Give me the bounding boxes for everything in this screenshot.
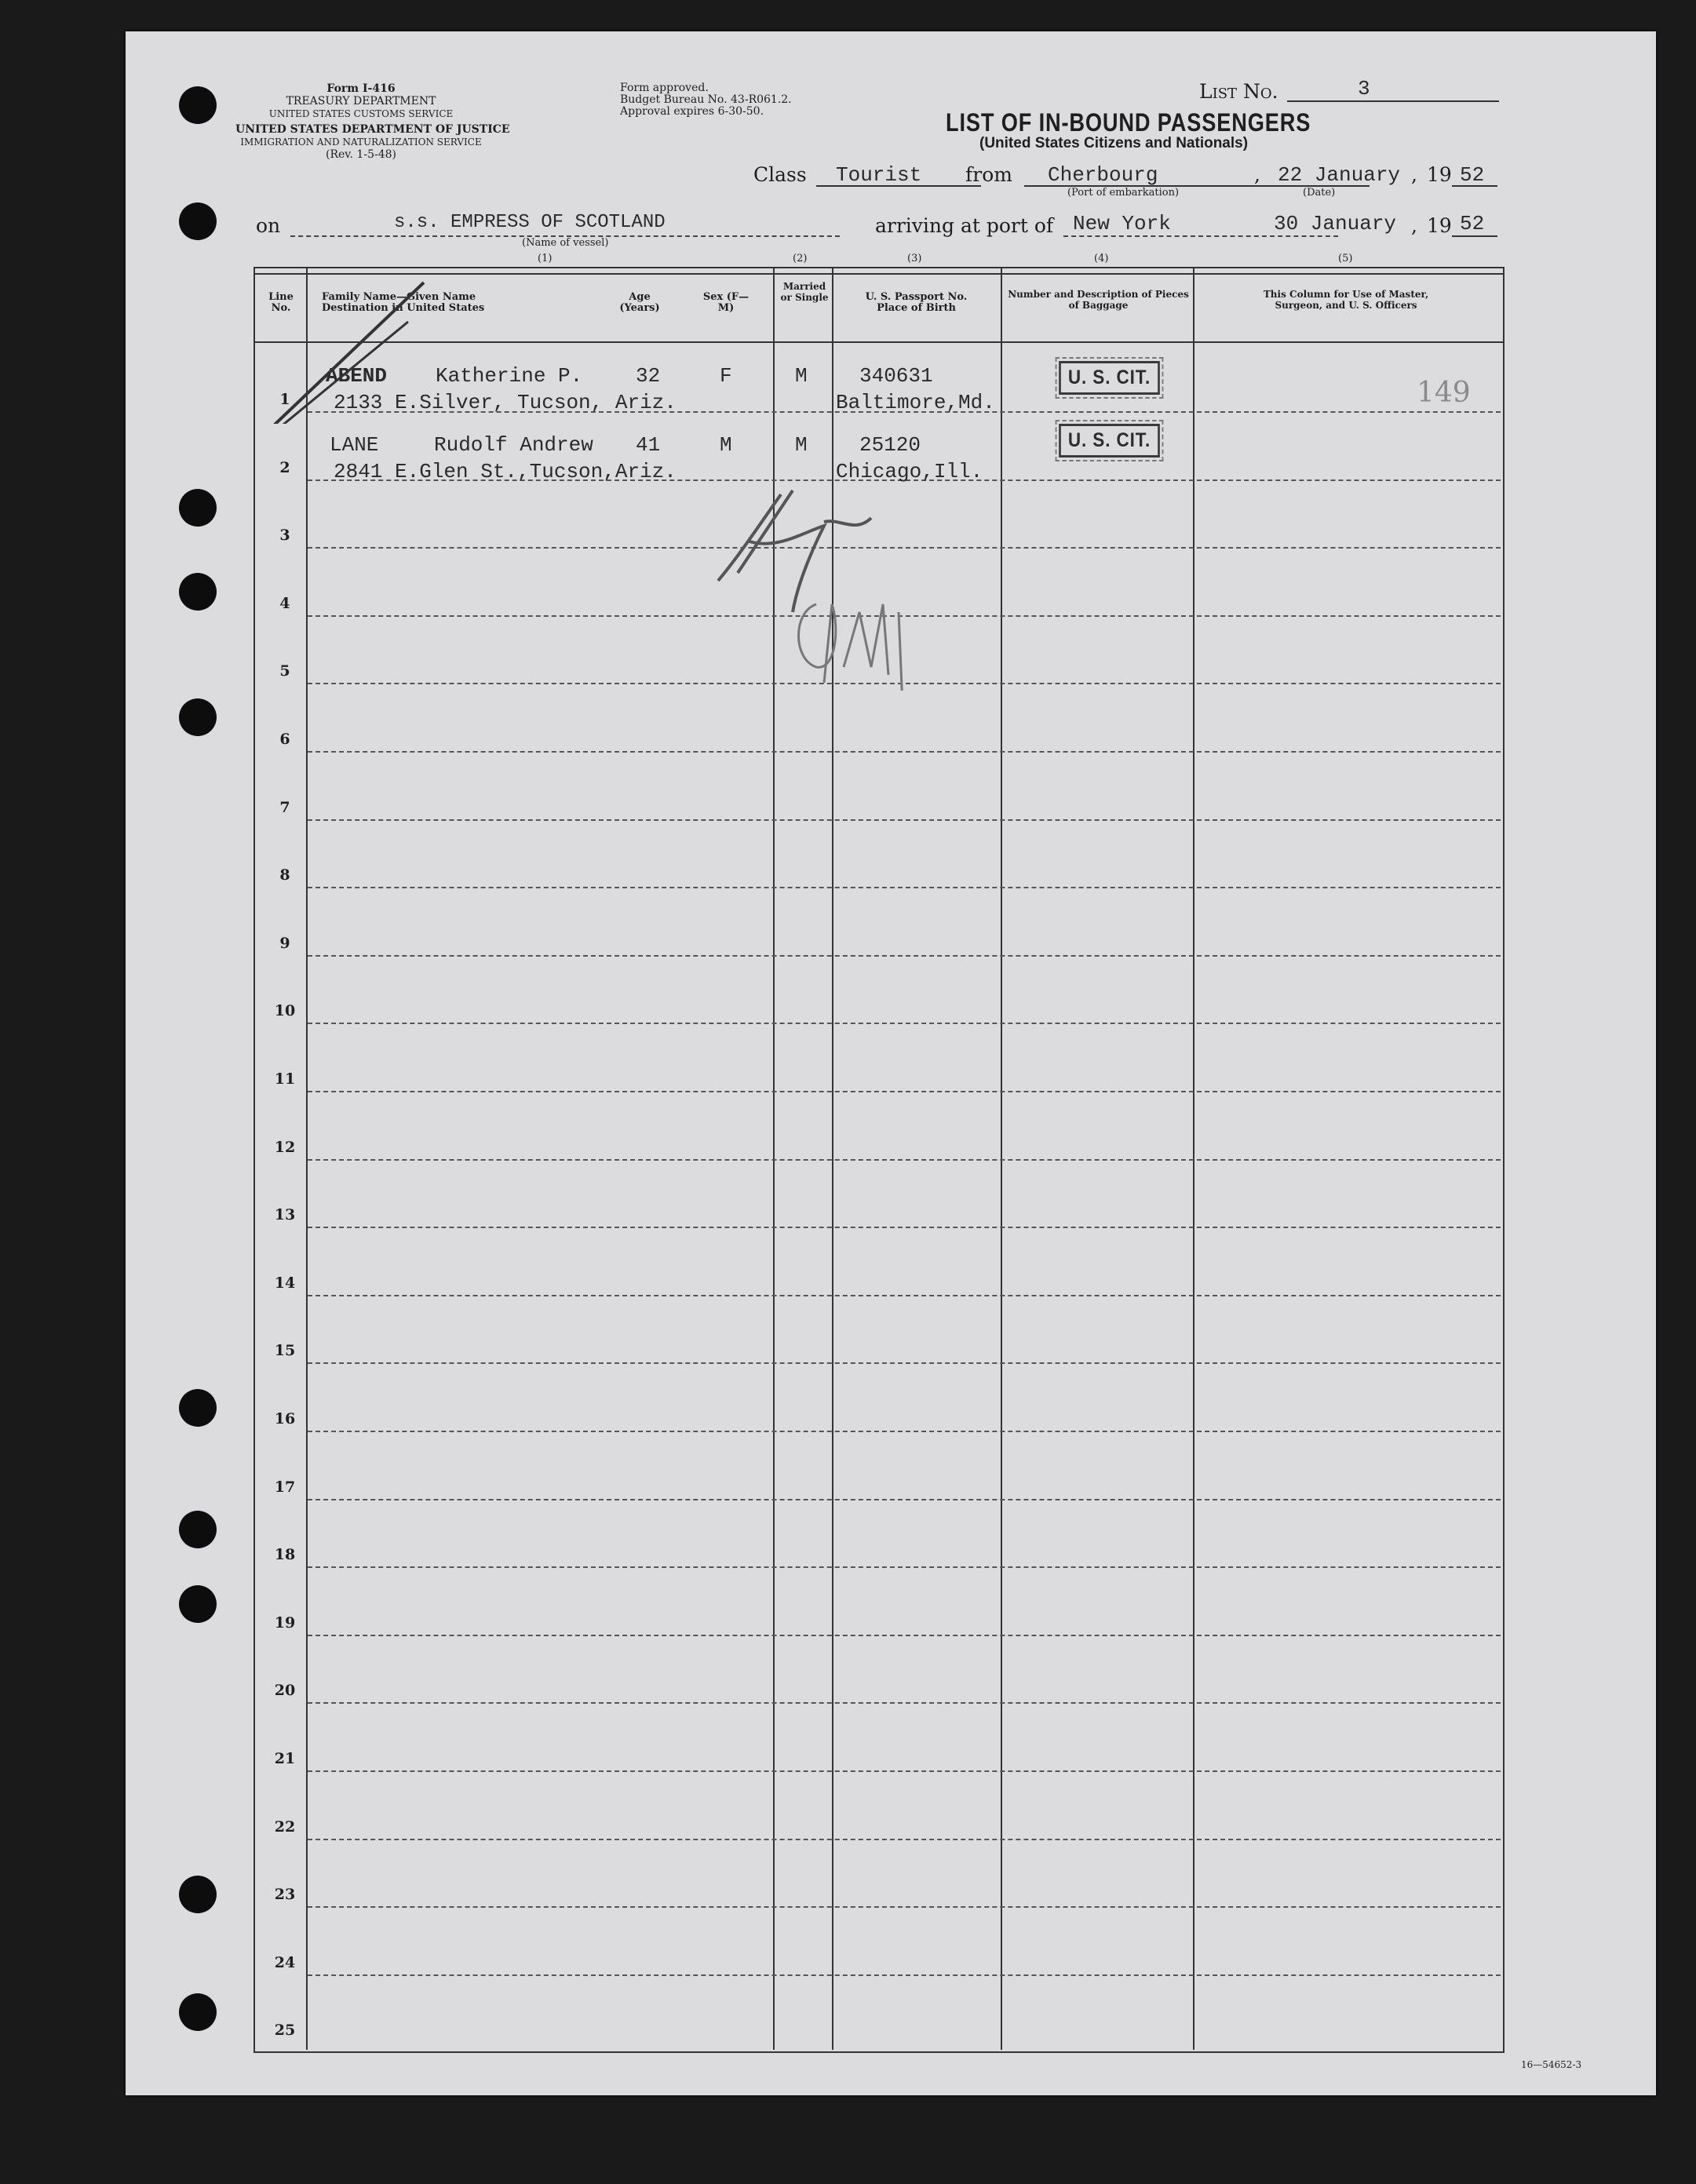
row-rule [308, 1566, 1501, 1568]
row-rule [308, 1091, 1501, 1092]
arrival-year-prefix: 19 [1427, 214, 1452, 237]
column-number-4: (4) [1094, 253, 1109, 264]
row-rule [308, 1499, 1501, 1500]
row-rule [308, 1770, 1501, 1772]
row-rule [308, 1906, 1501, 1908]
embark-port-value: Cherbourg [1048, 163, 1158, 187]
line-number: 13 [274, 1206, 296, 1224]
comma: , [1411, 163, 1417, 186]
col-header-birthplace: Place of Birth [877, 302, 956, 314]
col-header-officers: This Column for Use of Master, Surgeon, and U. S. Officers [1263, 289, 1429, 311]
agency-block [235, 82, 510, 161]
passenger-1-given: Katherine P. [436, 364, 583, 388]
vessel-caption: (Name of vessel) [522, 237, 609, 249]
depart-year-value: 52 [1460, 163, 1485, 187]
row-rule [308, 1702, 1501, 1704]
budget-bureau: Budget Bureau No. 43-R061.2. [620, 93, 792, 106]
row-rule [308, 1431, 1501, 1432]
line-number: 9 [279, 934, 290, 952]
page-subtitle: (United States Citizens and Nationals) [979, 135, 1249, 151]
arrival-date-value: 30 January [1274, 212, 1397, 235]
passenger-2-given: Rudolf Andrew [434, 433, 593, 457]
line-number: 20 [274, 1682, 296, 1700]
class-label: Class [753, 163, 807, 186]
form-approved: Form approved. [620, 82, 709, 94]
column-number-3: (3) [907, 253, 922, 264]
passenger-1-remark: 149 [1417, 377, 1471, 409]
line-number: 8 [279, 866, 290, 884]
approval-block [620, 82, 792, 118]
arrival-year-value: 52 [1460, 212, 1485, 235]
treasury-label: TREASURY DEPARTMENT [286, 95, 436, 108]
column-number-2: (2) [793, 253, 808, 264]
punch-hole [179, 1511, 217, 1548]
col-header-family-name: Family Name—Given Name [322, 291, 476, 303]
row-rule [308, 1295, 1501, 1296]
line-number: 10 [274, 1002, 296, 1020]
approval-expiry: Approval expires 6-30-50. [620, 105, 764, 118]
line-number: 12 [274, 1138, 296, 1156]
punch-hole [179, 1876, 217, 1913]
passenger-2-passport: 25120 [859, 433, 921, 457]
passenger-1-family: ABEND [326, 364, 388, 388]
punch-hole [179, 202, 217, 240]
col-header-passport [836, 292, 997, 314]
column-number-1: (1) [538, 253, 553, 264]
passenger-2-marital: M [795, 433, 808, 457]
punch-hole [179, 1585, 217, 1623]
row-rule [308, 1159, 1501, 1161]
line-number: 24 [274, 1953, 296, 1971]
row-rule [308, 1839, 1501, 1840]
passenger-1-birthplace: Baltimore,Md. [836, 391, 995, 414]
embark-port-caption: (Port of embarkation) [1067, 187, 1180, 199]
passenger-2-address: 2841 E.Glen St.,Tucson,Ariz. [334, 460, 677, 483]
row-rule [308, 887, 1501, 888]
passenger-1-sex: F [720, 364, 732, 388]
line-number: 7 [279, 798, 290, 816]
line-number: 3 [279, 527, 290, 545]
pencil-strike-mark [251, 267, 487, 424]
passenger-1-address: 2133 E.Silver, Tucson, Ariz. [334, 391, 677, 414]
row-rule [308, 819, 1501, 821]
col-header-passport-no: U. S. Passport No. [865, 291, 968, 303]
list-number-value: 3 [1358, 77, 1370, 100]
justice-label: UNITED STATES DEPARTMENT OF JUSTICE [235, 123, 510, 136]
form-sheet [126, 31, 1656, 2095]
line-number: 11 [274, 1070, 296, 1088]
col-header-destination: Destination in United States [322, 302, 485, 314]
arrival-port-field [1063, 235, 1338, 237]
depart-year-prefix: 19 [1427, 163, 1452, 186]
line-number: 15 [274, 1342, 296, 1360]
row-rule [308, 1974, 1501, 1976]
col-header-married: Married or Single [780, 281, 829, 303]
comma: , [1254, 163, 1260, 186]
passenger-2-family: LANE [330, 433, 379, 457]
passenger-1-passport: 340631 [859, 364, 933, 388]
line-number: 18 [274, 1546, 296, 1564]
on-label: on [256, 214, 281, 237]
passenger-2-birthplace: Chicago,Ill. [836, 460, 983, 483]
line-number: 5 [279, 662, 290, 680]
passenger-2-sex: M [720, 433, 732, 457]
row-rule [308, 1227, 1501, 1228]
line-number: 4 [279, 594, 290, 612]
column-number-5: (5) [1338, 253, 1353, 264]
class-value: Tourist [836, 163, 922, 187]
line-number: 1 [279, 391, 290, 408]
line-number: 25 [274, 2022, 296, 2040]
line-number: 16 [274, 1410, 296, 1427]
punch-hole [179, 86, 217, 124]
passenger-2-baggage-stamp: U. S. CIT. [1059, 424, 1160, 458]
col-header-age: Age (Years) [619, 291, 660, 314]
passenger-1-baggage-stamp: U. S. CIT. [1059, 361, 1160, 395]
line-number: 21 [274, 1750, 296, 1767]
comma: , [1411, 214, 1417, 237]
line-number: 14 [274, 1274, 296, 1292]
punch-hole [179, 698, 217, 736]
depart-date-caption: (Date) [1303, 187, 1336, 199]
list-number-field [1287, 77, 1499, 102]
passenger-1-marital: M [795, 364, 808, 388]
punch-hole [179, 573, 217, 611]
col-header-sex: Sex (F—M) [702, 291, 750, 314]
form-number: Form I-416 [326, 82, 396, 95]
row-rule [308, 1362, 1501, 1364]
page-title: LIST OF IN-BOUND PASSENGERS [946, 108, 1311, 137]
arriving-label: arriving at port of [875, 214, 1054, 237]
line-number: 6 [279, 731, 290, 748]
list-number-label: List No. [1199, 80, 1278, 103]
row-rule [308, 955, 1501, 957]
row-rule [308, 1023, 1501, 1024]
col-header-baggage: Number and Description of Pieces of Baggage [1008, 289, 1189, 311]
line-number: 2 [279, 458, 290, 476]
line-number: 17 [274, 1478, 296, 1496]
passenger-1-age: 32 [636, 364, 661, 388]
vessel-name: s.s. EMPRESS OF SCOTLAND [394, 212, 666, 233]
arrival-year-field [1452, 235, 1497, 237]
row-rule [308, 751, 1501, 753]
arrival-port-value: New York [1073, 212, 1171, 235]
from-label: from [965, 163, 1012, 186]
punch-hole [179, 1389, 217, 1427]
handwritten-initials-signature [706, 471, 910, 691]
punch-hole [179, 489, 217, 527]
depart-date-value: 22 January [1278, 163, 1401, 187]
passenger-2-age: 41 [636, 433, 661, 457]
ins-label: IMMIGRATION AND NATURALIZATION SERVICE [240, 137, 482, 148]
line-number: 19 [274, 1613, 296, 1632]
form-print-code: 16—54652-3 [1521, 2059, 1582, 2070]
col-header-line: Line No. [268, 291, 294, 314]
customs-label: UNITED STATES CUSTOMS SERVICE [268, 108, 454, 119]
row-rule [308, 1635, 1501, 1636]
line-number: 22 [274, 1818, 296, 1836]
line-number: 23 [274, 1886, 296, 1904]
revision-label: (Rev. 1-5-48) [326, 148, 396, 161]
punch-hole [179, 1993, 217, 2031]
